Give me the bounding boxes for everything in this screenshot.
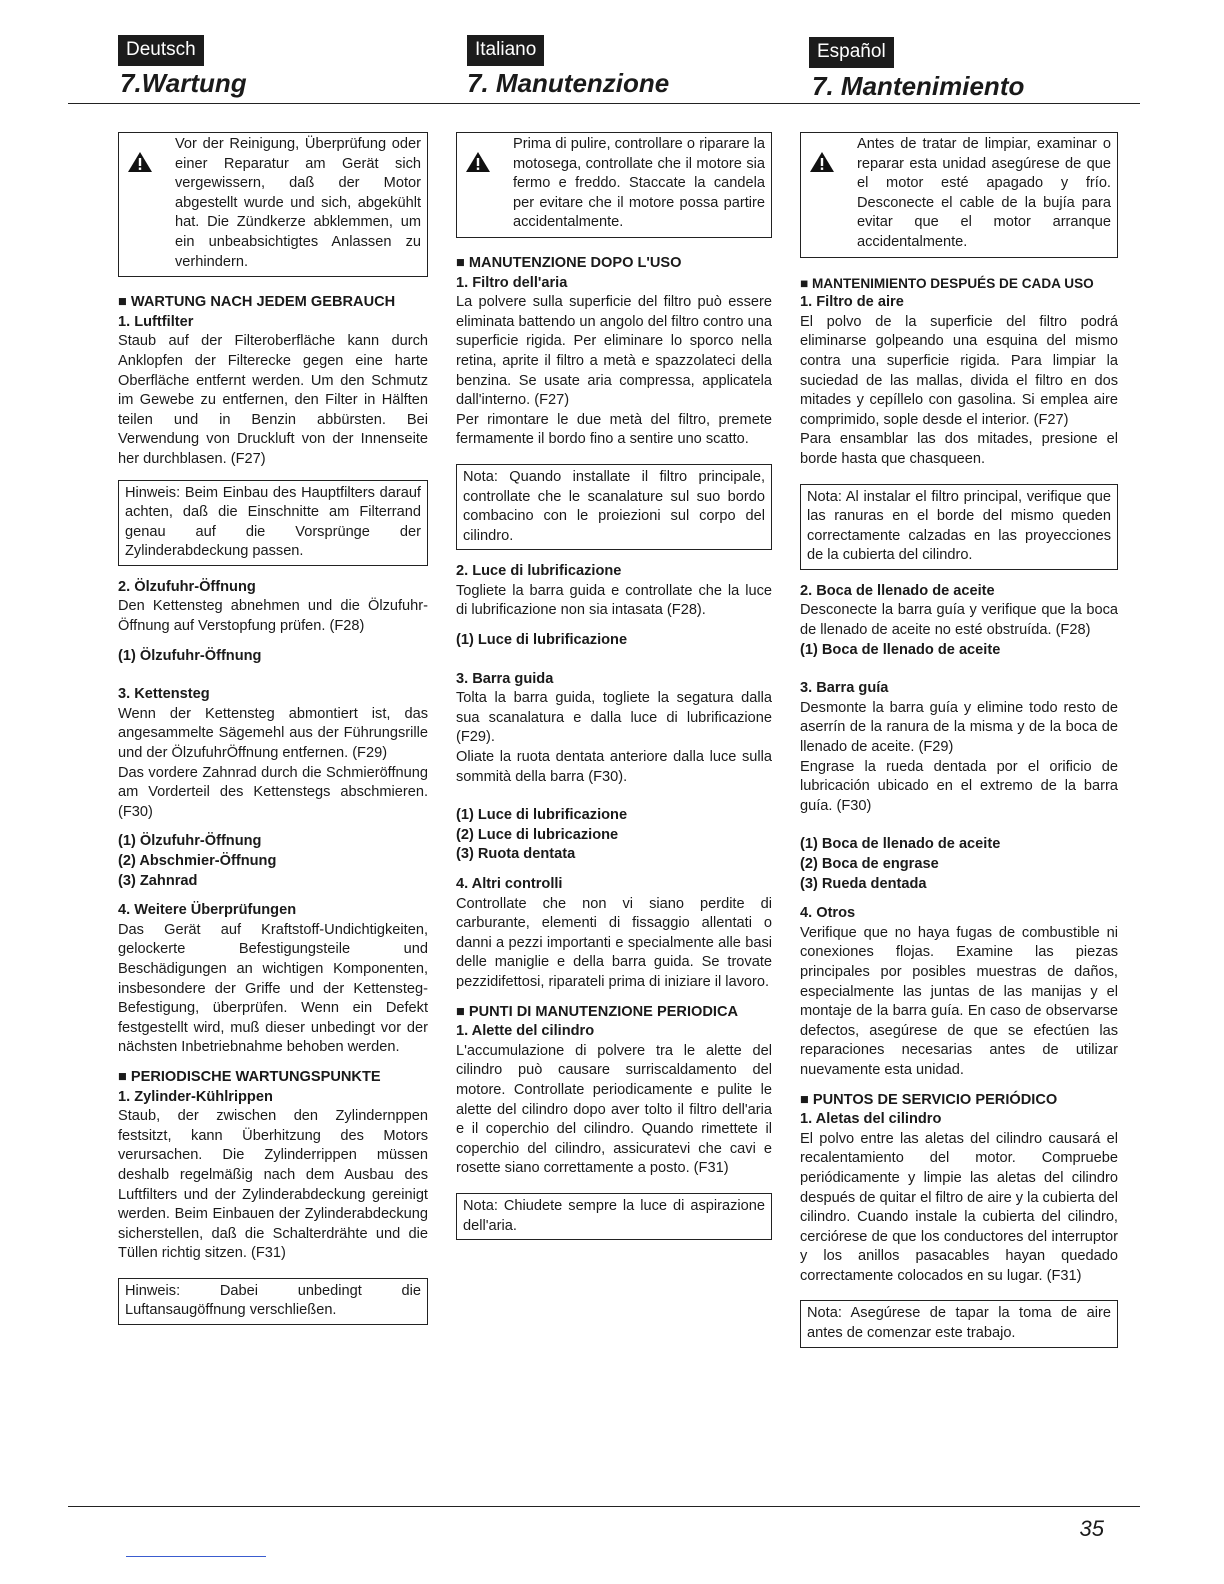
- language-badge-spanish: Español: [809, 37, 894, 68]
- subheading: 1. Filtro de aire: [800, 294, 904, 311]
- language-badge-italian: Italiano: [467, 35, 544, 66]
- paragraph: Den Kettensteg abnehmen und die Ölzufuhr-Öffnung auf Verstopfung prüfen. (F28): [118, 598, 428, 635]
- subheading: 2. Boca de llenado de aceite: [800, 582, 995, 599]
- note-box: [800, 484, 1118, 570]
- list-item: (3) Ruota dentata: [456, 846, 576, 863]
- paragraph: L'accumulazione di polvere tra le alette del cilindro può causare surriscaldamento del motore. Controllate periodicamente e pulite le alette del cilindro dopo aver tolto il filtro dell'aria e il coperchio del cilindro. Quando rimettete il coperchio del cilindro, assicuratevi che cavi e rosette siano correttamente a posto. (F31): [456, 1042, 772, 1177]
- section-heading: ■ MANUTENZIONE DOPO L'USO: [456, 254, 682, 271]
- header-rule: [68, 103, 1140, 104]
- list-item: (2) Luce di lubricazione: [456, 826, 619, 843]
- section-heading: ■ WARTUNG NACH JEDEM GEBRAUCH: [118, 294, 396, 311]
- paragraph: Engrase la rueda dentada por el orificio de lubricación ubicado en el extremo de la barra guía. (F30): [800, 758, 1118, 814]
- paragraph: Desconecte la barra guía y verifique que la boca de llenado de aceite no esté obstruída. (F28): [800, 602, 1118, 639]
- note-text: Hinweis: Beim Einbau des Hauptfilters darauf achten, daß die Einschnitte am Filterrand genau auf die Vorsprünge der Zylinderabdeckung passen.: [125, 484, 421, 560]
- paragraph: El polvo entre las aletas del cilindro causará el recalentamiento del motor. Compruebe periódicamente y limpie las aletas del cilindro después de quitar el filtro de aire y la cubierta del cilindro. Cuando instale la cubierta del cilindro, cerciórese de que los conductores del interruptor y los anillos pasacables hayan quedado correctamente colocados en su lugar. (F31): [800, 1130, 1119, 1284]
- paragraph: Tolta la barra guida, togliete la segatura dalla sua scanalatura e dalla luce di lubrificazione (F29).: [456, 690, 772, 746]
- note-text: Nota: Al instalar el filtro principal, verifique que las ranuras en el borde del mismo queden correctamente calzadas en las proyecciones de la cubierta del cilindro.: [807, 488, 1111, 564]
- note-box: [118, 1278, 428, 1325]
- footer-blue-line: [126, 1556, 266, 1557]
- list-item: (1) Ölzufuhr-Öffnung: [118, 833, 262, 850]
- column-italian: [456, 132, 772, 1252]
- warning-triangle-icon: [465, 151, 491, 173]
- subheading: 1. Filtro dell'aria: [456, 274, 568, 291]
- note-text: Nota: Quando installate il filtro principale, controllate che le scanalature sul suo bordo combacino con le proiezioni sul corpo del cilindro.: [463, 468, 765, 544]
- list-item: (2) Abschmier-Öffnung: [118, 853, 277, 869]
- column-spanish: [800, 132, 1118, 1360]
- paragraph: Desmonte la barra guía y elimine todo resto de aserrín de la ranura de la misma y de la boca de llenado de aceite. (F29): [800, 699, 1118, 756]
- warning-triangle-icon: [809, 151, 835, 173]
- subheading: 4. Otros: [800, 905, 856, 922]
- section-title-german: 7.Wartung: [120, 68, 247, 98]
- section-heading: ■ MANTENIMIENTO DESPUÉS DE CADA USO: [800, 275, 1094, 291]
- footer-rule: [68, 1506, 1140, 1507]
- paragraph: Das Gerät auf Kraftstoff-Undichtigkeiten, gelockerte Befestigungsteile und Beschädigungen an wichtigen Komponenten, insbesondere der Griffe und der Kettensteg-Befestigung, überprüfen. Wenn ein Defekt festgestellt wird, muß dieser unbedingt vor der nächsten Inbetriebnahme behoben werden.: [118, 921, 428, 1056]
- warning-text: Antes de tratar de limpiar, examinar o reparar esta unidad asegúrese de que el motor esté apagado y frío. Desconecte el cable de la bujía para evitar que el motor arranque accidentalmente.: [857, 136, 1111, 250]
- list-item: (3) Rueda dentada: [800, 875, 927, 892]
- note-text: Nota: Asegúrese de tapar la toma de aire antes de comenzar este trabajo.: [807, 1305, 1111, 1342]
- note-box: [456, 1193, 772, 1240]
- paragraph: El polvo de la superficie del filtro podrá eliminarse golpeando una esquina del mismo contra una superficie rigida. Para limpiar la suciedad de las mallas, divida el filtro en dos mitades y cepíllelo con gasolina. Si emplea aire comprimido, sople desde el interior. (F27): [800, 313, 1118, 428]
- column-german: [118, 132, 428, 1337]
- paragraph: Das vordere Zahnrad durch die Schmieröffnung am Vorderteil des Kettenstegs abschmieren. (F30): [118, 764, 428, 820]
- section-heading: ■ PUNTOS DE SERVICIO PERIÓDICO: [800, 1091, 1058, 1108]
- subheading: 3. Kettensteg: [118, 686, 210, 703]
- paragraph: Para ensamblar las dos mitades, presione el borde hasta que chasqueen.: [800, 431, 1118, 467]
- page-number: 35: [1079, 1516, 1104, 1541]
- section-title-spanish: 7. Mantenimiento: [812, 71, 1025, 101]
- list-item: (1) Luce di lubrificazione: [456, 632, 628, 649]
- warning-text: Vor der Reinigung, Überprüfung oder einer Reparatur am Gerät sich vergewissern, daß der Motor abgestellt wurde und sich, abgekühlt hat. Die Zündkerze abklemmen, um ein unbeabsichtigtes Anlassen zu verhindern.: [175, 136, 421, 270]
- language-badge-german: Deutsch: [118, 35, 204, 66]
- list-item: (1) Boca de llenado de aceite: [800, 836, 1001, 853]
- list-item: (3) Zahnrad: [118, 872, 198, 889]
- subheading: 3. Barra guía: [800, 680, 889, 697]
- paragraph: La polvere sulla superficie del filtro può essere eliminata battendo un angolo del filtro contro una superficie rigida. Per eliminare lo sporco nella retina, aprite il filtro a metà e spazzolateci della benzina. Se usate aria compressa, applicatela dall'interno. (F27): [456, 294, 772, 409]
- section-title-italian: 7. Manutenzione: [467, 68, 670, 98]
- note-text: Nota: Chiudete sempre la luce di aspirazione dell'aria.: [463, 1197, 765, 1234]
- note-text: Hinweis: Dabei unbedingt die Luftansaugöffnung verschließen.: [125, 1282, 421, 1319]
- paragraph: Togliete la barra guida e controllate che la luce di lubrificazione non sia intasata (F28).: [456, 582, 772, 619]
- subheading: 1. Aletas del cilindro: [800, 1111, 942, 1128]
- paragraph: Wenn der Kettensteg abmontiert ist, das angesammelte Sägemehl aus der Führungsrille und der ÖlzufuhrÖffnung entfernen. (F29): [118, 705, 428, 762]
- paragraph: Oliate la ruota dentata anteriore dalla luce sulla sommità della barra (F30).: [456, 749, 772, 785]
- subheading: 3. Barra guida: [456, 670, 554, 687]
- warning-triangle-icon: [127, 151, 153, 173]
- subheading: 4. Altri controlli: [456, 876, 563, 892]
- warning-box: [456, 132, 772, 238]
- note-box: [118, 480, 428, 566]
- warning-box: [800, 132, 1118, 258]
- warning-box: [118, 132, 428, 277]
- paragraph: Staub, der zwischen den Zylindernppen festsitzt, kann Überhitzung des Motors verursachen. Die Zylinderrippen müssen deshalb regelmäßig nach dem Ausbau des Luftfilters und der Zylinderabdeckung gereinigt werden. Beim Einbauen der Zylinderabdeckung sicherstellen, daß die Schalterdrähte und die Tüllen richtig sitzen. (F31): [118, 1108, 428, 1262]
- note-box: [456, 464, 772, 550]
- list-item: (1) Luce di lubrificazione: [456, 807, 628, 824]
- list-item: (2) Boca de engrase: [800, 856, 939, 872]
- subheading: 1. Zylinder-Kühlrippen: [118, 1088, 273, 1105]
- note-box: [800, 1300, 1118, 1347]
- list-item: (1) Ölzufuhr-Öffnung: [118, 647, 262, 664]
- paragraph: Staub auf der Filteroberfläche kann durch Anklopfen der Filterecke gegen eine harte Oberfläche entfernt werden. Um den Schmutz im Gewebe zu entfernen, den Filter in Hälften teilen und in Benzin abbürsten. Bei Verwendung von Druckluft von der Innenseite her durchblasen. (F27): [118, 333, 428, 467]
- subheading: 1. Luftfilter: [118, 313, 194, 330]
- paragraph: Controllate che non vi siano perdite di carburante, elementi di fissaggio allentati o danni a pezzi importanti e specialmente alle basi delle maniglie e della barra guida. Se trovate pezzidifettosi, riparateli prima di iniziare il lavoro.: [456, 895, 772, 990]
- section-heading: ■ PERIODISCHE WARTUNGSPUNKTE: [118, 1068, 381, 1085]
- subheading: 4. Weitere Überprüfungen: [118, 902, 297, 919]
- subheading: 2. Ölzufuhr-Öffnung: [118, 578, 256, 595]
- paragraph: Verifique que no haya fugas de combustible ni conexiones flojas. Examine las piezas principales por posibles muestras de daños, especialmente las juntas de las manijas y el montaje de la barra guía. En caso de observarse defectos, asegúrese de que se efectúen las reparaciones necesarias antes de utilizar nuevamente esta unidad.: [800, 924, 1118, 1078]
- section-heading: ■ PUNTI DI MANUTENZIONE PERIODICA: [456, 1003, 739, 1020]
- subheading: 1. Alette del cilindro: [456, 1023, 595, 1040]
- warning-text: Prima di pulire, controllare o riparare la motosega, controllate che il motore sia fermo e freddo. Staccate la candela per evitare che il motore possa partire accidentalmente.: [513, 136, 765, 231]
- list-item: (1) Boca de llenado de aceite: [800, 641, 1001, 658]
- paragraph: Per rimontare le due metà del filtro, premete fermamente il bordo fino a sentire uno scatto.: [456, 411, 772, 448]
- subheading: 2. Luce di lubrificazione: [456, 563, 622, 580]
